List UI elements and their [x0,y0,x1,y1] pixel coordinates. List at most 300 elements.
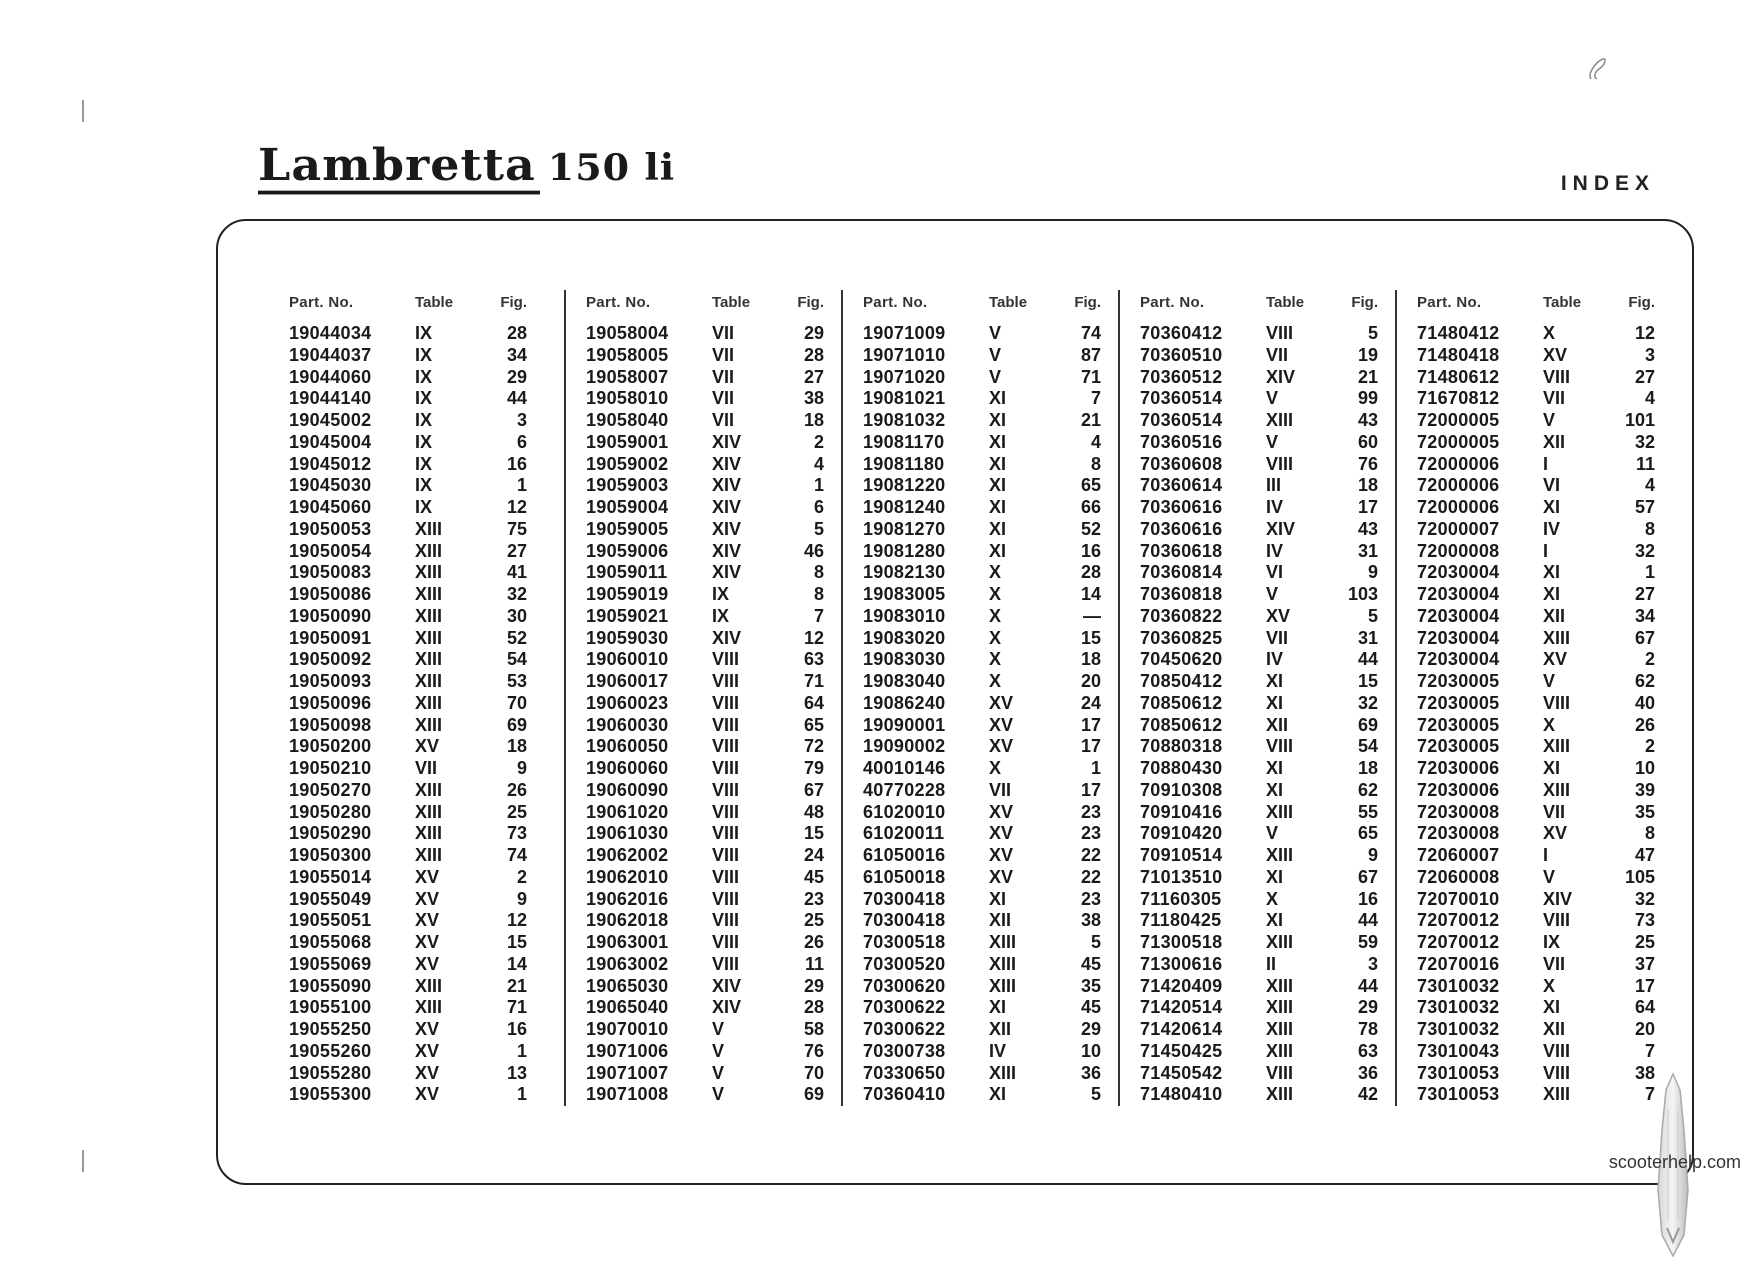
part-number: 19055068 [289,932,372,952]
table-number: VIII [1266,736,1294,757]
header-fig: Fig. [797,294,824,311]
figure-number: 18 [506,736,527,757]
figure-number: 64 [803,692,824,713]
table-row [1397,845,1672,867]
table-row [566,410,841,432]
table-number: IX [415,431,433,452]
table-number: V [712,1019,725,1039]
table-row [1120,410,1395,432]
figure-number: 70 [506,692,527,713]
part-number: 72070016 [1417,953,1500,974]
table-number: V [712,1062,725,1083]
table-number: VIII [1543,692,1571,713]
table-row [566,388,841,410]
table-number: XII [1266,714,1289,735]
figure-number: 87 [1080,344,1101,365]
table-row [566,845,841,867]
header-part-no: Part. No. [863,294,928,311]
table-number: XI [1543,584,1561,604]
figure-number: 44 [1357,910,1378,931]
table-number: XIII [1543,627,1571,648]
table-number: VIII [712,714,740,735]
part-number: 19055049 [289,888,372,909]
table-number: XII [989,910,1012,931]
figure-number: 23 [1080,801,1101,822]
part-number: 71480612 [1417,366,1500,387]
table-number: XIV [712,475,742,496]
index-column [289,290,564,1106]
part-number: 19050054 [289,540,372,561]
part-number: 19055300 [289,1084,372,1105]
table-number: VIII [712,910,740,931]
part-number: 19045012 [289,453,372,474]
table-row [289,976,564,998]
table-row [1120,606,1395,628]
table-number: XV [415,1084,440,1105]
part-number: 19055280 [289,1062,372,1083]
figure-number: 21 [506,975,527,996]
part-number: 19055260 [289,1040,372,1061]
table-row [843,780,1118,802]
header-part-no: Part. No. [289,294,354,311]
table-row [843,475,1118,497]
table-row [843,867,1118,889]
table-number: VII [1266,344,1289,365]
table-number: XI [989,1084,1007,1105]
figure-number: 76 [1357,453,1378,474]
figure-number: 8 [1644,823,1655,844]
table-number: XIII [415,540,443,561]
figure-number: 58 [803,1019,824,1039]
table-row [566,671,841,693]
part-number: 19083020 [863,627,946,648]
figure-number: 105 [1624,866,1655,887]
figure-number: 47 [1634,845,1655,865]
figure-number: 65 [1357,823,1378,844]
table-number: XIV [712,431,742,452]
figure-number: 3 [1644,344,1655,365]
table-number: XIII [415,605,443,626]
index-column [1118,290,1395,1106]
table-row [1120,780,1395,802]
figure-number: 7 [1644,1084,1655,1105]
table-number: VIII [712,779,740,800]
figure-number: 7 [1644,1040,1655,1061]
figure-number: 41 [506,562,527,583]
part-number: 73010053 [1417,1062,1500,1083]
table-row [1397,1063,1672,1085]
table-number: XIV [712,562,742,583]
header-table: Table [415,294,454,311]
part-number: 19086240 [863,692,946,713]
part-number: 19050300 [289,845,372,865]
table-row [289,345,564,367]
table-row [566,606,841,628]
table-row [1120,497,1395,519]
figure-number: 44 [1357,649,1378,670]
table-row [843,454,1118,476]
table-row [566,323,841,345]
part-number: 71670812 [1417,388,1500,409]
figure-number: 1 [516,1084,527,1105]
table-row [1120,671,1395,693]
table-row [1397,649,1672,671]
table-row [1120,454,1395,476]
table-number: XIII [1266,1040,1294,1061]
part-number: 70360616 [1140,497,1223,517]
part-number: 70300620 [863,975,946,996]
figure-number: 21 [1357,366,1378,387]
table-number: V [1266,823,1279,844]
figure-number: 53 [506,671,527,691]
table-row [566,628,841,650]
table-number: IX [415,475,433,496]
figure-number: 19 [1357,344,1378,365]
table-number: XV [1266,605,1291,626]
table-number: VIII [1543,910,1571,931]
figure-number: 30 [506,605,527,626]
part-number: 70360822 [1140,605,1223,626]
table-row [289,736,564,758]
part-number: 19062016 [586,888,669,909]
part-number: 19059030 [586,627,669,648]
table-row [1397,997,1672,1019]
table-row [566,954,841,976]
figure-number: 36 [1357,1062,1378,1083]
page-title: INDEX [1560,172,1655,195]
table-number: IX [415,497,433,517]
table-row [1120,976,1395,998]
part-number: 19059001 [586,431,669,452]
figure-number: 25 [803,910,824,931]
table-number: XV [415,1019,440,1039]
table-row [1397,584,1672,606]
figure-number: 73 [1634,910,1655,931]
part-number: 70300418 [863,888,946,909]
table-number: II [1266,953,1277,974]
header-part-no: Part. No. [1417,294,1482,311]
figure-number: 67 [1357,866,1378,887]
figure-number: 12 [506,910,527,931]
table-row [289,1063,564,1085]
table-row [289,432,564,454]
table-row [1120,802,1395,824]
table-row [566,475,841,497]
part-number: 19059019 [586,584,669,604]
figure-number: 16 [506,1019,527,1039]
table-number: V [712,1084,725,1105]
table-number: XIII [1543,736,1571,757]
table-number: VII [1543,388,1566,409]
table-row [843,519,1118,541]
part-number: 71480412 [1417,323,1500,343]
figure-number: 63 [803,649,824,670]
table-number: VI [1266,562,1284,583]
part-number: 19050091 [289,627,372,648]
part-number: 19071009 [863,323,946,343]
figure-number: 28 [803,997,824,1018]
table-row [1397,432,1672,454]
table-row [843,649,1118,671]
table-number: XI [1266,692,1284,713]
table-number: VII [1543,953,1566,974]
figure-number: 66 [1080,497,1101,517]
part-number: 72000006 [1417,497,1500,517]
table-number: XIII [415,975,443,996]
part-number: 19065040 [586,997,669,1018]
table-number: XV [415,932,440,952]
table-number: XIII [415,584,443,604]
figure-number: 69 [803,1084,824,1105]
table-number: XV [415,888,440,909]
part-number: 19059004 [586,497,669,517]
table-number: XI [1266,671,1284,691]
table-number: XI [989,431,1007,452]
table-row [1120,845,1395,867]
part-number: 19062018 [586,910,669,931]
figure-number: 13 [506,1062,527,1083]
table-number: XIII [1543,1084,1571,1105]
figure-number: 39 [1634,779,1655,800]
table-number: XIV [712,627,742,648]
table-row [843,410,1118,432]
table-number: VII [712,323,735,343]
table-number: XI [989,388,1007,409]
table-number: VII [1266,627,1289,648]
table-row [566,910,841,932]
table-row [1120,649,1395,671]
table-row [843,1019,1118,1041]
figure-number: 60 [1357,431,1378,452]
table-number: XIII [989,932,1017,952]
figure-number: 4 [1644,475,1655,496]
table-number: XIII [1266,1019,1294,1039]
part-number: 71420409 [1140,975,1223,996]
table-row [843,954,1118,976]
column-header [843,290,1118,316]
table-number: XIV [1543,888,1573,909]
table-number: XV [989,714,1014,735]
part-number: 70300622 [863,997,946,1018]
part-number: 19083040 [863,671,946,691]
table-row [1120,519,1395,541]
table-number: V [1266,388,1279,409]
part-number: 70880430 [1140,758,1223,778]
part-number: 19044037 [289,344,372,365]
part-number: 70360514 [1140,388,1223,409]
table-row [566,780,841,802]
margin-mark [82,100,84,122]
table-number: XI [1543,497,1561,517]
table-number: XIV [1266,366,1296,387]
table-number: IX [415,453,433,474]
part-number: 72030006 [1417,758,1500,778]
table-number: XIII [415,671,443,691]
table-row [1397,932,1672,954]
part-number: 19090002 [863,736,946,757]
table-number: XIV [712,497,742,517]
table-row [1397,1019,1672,1041]
header-fig: Fig. [500,294,527,311]
part-number: 19060030 [586,714,669,735]
figure-number: 79 [803,758,824,778]
part-number: 71300518 [1140,932,1223,952]
table-row [289,954,564,976]
figure-number: 2 [1644,736,1655,757]
table-number: VIII [1266,323,1294,343]
part-number: 19065030 [586,975,669,996]
table-row [1120,1063,1395,1085]
figure-number: 54 [1357,736,1378,757]
table-row [289,584,564,606]
table-number: IX [712,584,730,604]
table-number: X [989,758,1002,778]
table-row [1120,628,1395,650]
table-row [289,562,564,584]
part-number: 19081280 [863,540,946,561]
table-number: VIII [1266,1062,1294,1083]
table-row [289,388,564,410]
table-number: VIII [1543,1062,1571,1083]
table-row [1120,475,1395,497]
table-row [1397,780,1672,802]
table-number: XII [1543,431,1566,452]
figure-number: 22 [1080,845,1101,865]
part-number: 71420514 [1140,997,1223,1018]
column-header [1397,290,1672,316]
table-row [1120,758,1395,780]
table-row [566,584,841,606]
part-number: 19081240 [863,497,946,517]
table-row [843,1041,1118,1063]
figure-number: 17 [1634,975,1655,996]
part-number: 70850412 [1140,671,1223,691]
table-row [843,932,1118,954]
figure-number: 70 [803,1062,824,1083]
figure-number: 27 [1634,366,1655,387]
table-number: IV [1266,540,1284,561]
figure-number: 20 [1634,1019,1655,1039]
table-number: VII [989,779,1012,800]
part-number: 19055250 [289,1019,372,1039]
part-number: 19081180 [863,453,945,474]
figure-number: 15 [803,823,824,844]
table-row [1120,345,1395,367]
part-number: 72070012 [1417,932,1500,952]
part-number: 19070010 [586,1019,669,1039]
table-row [1120,584,1395,606]
part-number: 70850612 [1140,714,1223,735]
figure-number: 1 [516,1040,527,1061]
table-number: IV [989,1040,1007,1061]
part-number: 70910420 [1140,823,1223,844]
figure-number: 43 [1357,410,1378,430]
figure-number: 29 [803,975,824,996]
figure-number: 1 [813,475,824,496]
table-row [289,910,564,932]
part-number: 72060008 [1417,866,1500,887]
table-number: XV [989,845,1014,865]
part-number: 72000005 [1417,431,1500,452]
figure-number: 10 [1080,1040,1101,1061]
figure-number: 28 [506,323,527,343]
part-number: 19050053 [289,518,372,539]
figure-number: 4 [1644,388,1655,409]
table-number: XIII [415,845,443,865]
part-number: 19050098 [289,714,372,735]
table-number: V [1543,410,1556,430]
table-number: XIII [415,518,443,539]
figure-number: 31 [1357,540,1378,561]
table-row [289,1019,564,1041]
figure-number: 12 [1634,323,1655,343]
part-number: 71420614 [1140,1019,1223,1039]
table-number: XI [1543,562,1561,583]
table-row [289,519,564,541]
figure-number: 32 [1634,431,1655,452]
figure-number: 74 [506,845,527,865]
table-number: V [1266,584,1279,604]
figure-number: 45 [803,866,824,887]
figure-number: 57 [1634,497,1655,517]
figure-number: 2 [516,866,527,887]
figure-number: 54 [506,649,527,670]
part-number: 19061030 [586,823,669,844]
figure-number: 35 [1634,801,1655,822]
table-row [1397,671,1672,693]
part-number: 19060010 [586,649,669,670]
part-number: 19050086 [289,584,372,604]
part-number: 19045030 [289,475,372,496]
figure-number: 78 [1357,1019,1378,1039]
figure-number: 74 [1080,323,1101,343]
part-number: 72030004 [1417,649,1500,670]
figure-number: 44 [506,388,527,409]
table-number: XIII [1266,932,1294,952]
table-number: X [989,605,1002,626]
figure-number: 10 [1634,758,1655,778]
part-number: 70360516 [1140,431,1223,452]
table-number: X [1543,323,1556,343]
table-row [566,1084,841,1106]
part-number: 19081032 [863,410,946,430]
table-row [1120,715,1395,737]
table-number: VIII [712,932,740,952]
part-number: 19045004 [289,431,372,452]
part-number: 19063001 [586,932,669,952]
table-row [1120,889,1395,911]
part-number: 70360818 [1140,584,1223,604]
table-row [843,584,1118,606]
table-row [566,454,841,476]
table-row [1397,867,1672,889]
figure-number: 34 [506,344,527,365]
part-number: 19050083 [289,562,372,583]
table-row [1120,388,1395,410]
figure-number: 27 [1634,584,1655,604]
table-number: VIII [712,953,740,974]
figure-number: 17 [1080,714,1101,735]
figure-number: 15 [1357,671,1378,691]
table-number: XIV [712,453,742,474]
table-row [843,432,1118,454]
part-number: 70910308 [1140,779,1223,800]
table-number: X [1543,975,1556,996]
table-number: VIII [1266,453,1294,474]
figure-number: 69 [506,714,527,735]
table-row [289,671,564,693]
figure-number: 73 [506,823,527,844]
